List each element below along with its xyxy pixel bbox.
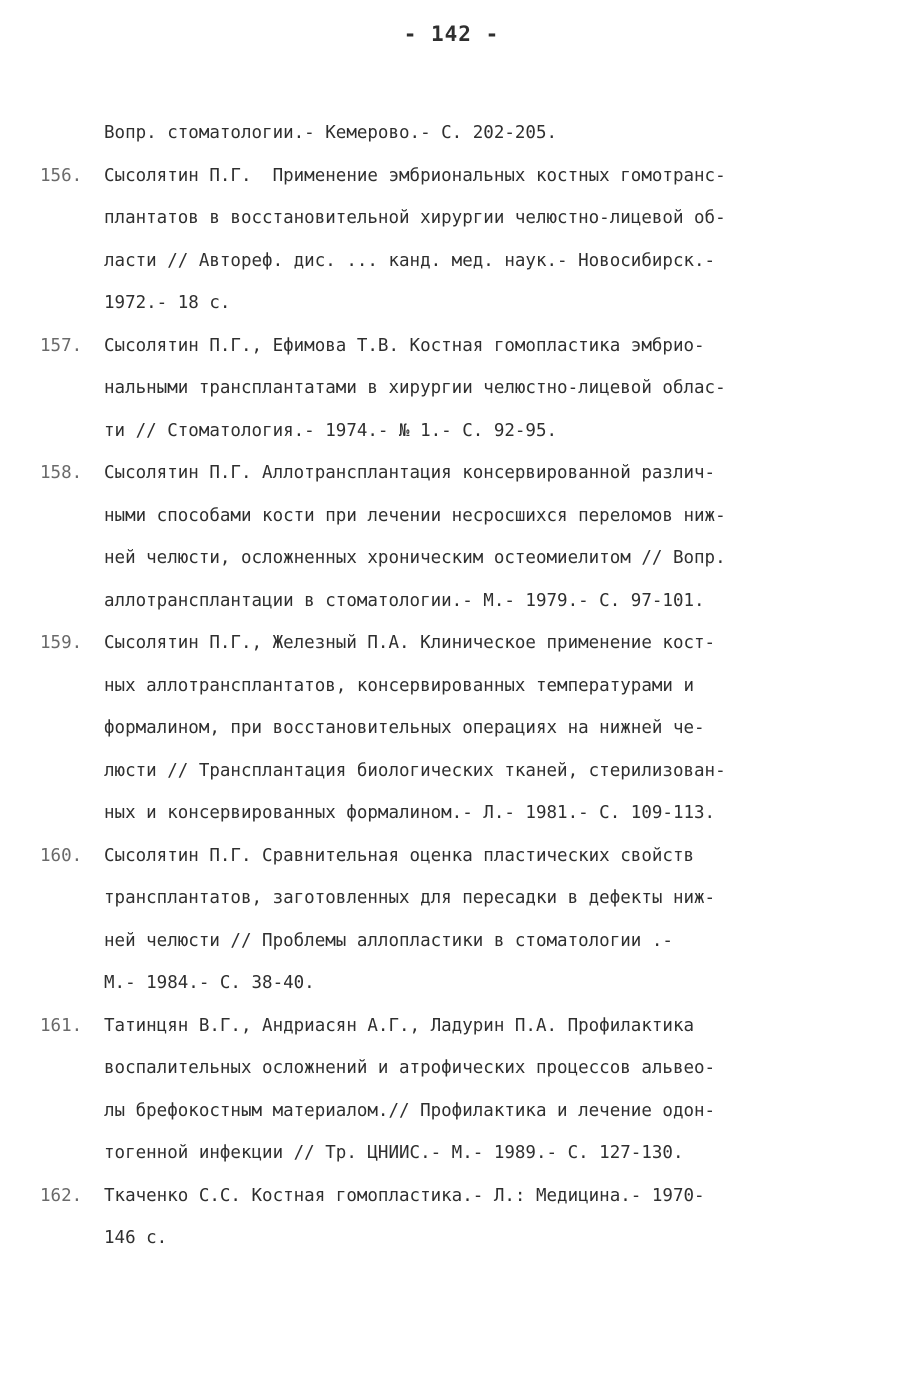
reference-line: аллотрансплантации в стоматологии.- М.- 1979.- С. 97-101. bbox=[104, 590, 705, 611]
reference-line: Сысолятин П.Г., Ефимова Т.В. Костная гомопластика эмбрио- bbox=[104, 335, 705, 356]
page-number: - 142 - bbox=[403, 22, 500, 46]
reference-line: ных и консервированных формалином.- Л.- 1981.- С. 109-113. bbox=[104, 803, 716, 823]
reference-number: 156. bbox=[40, 165, 83, 186]
reference-line: воспалительных осложнений и атрофических процессов альвео- bbox=[104, 1058, 716, 1078]
reference-line: лы брефокостным материалом.// Профилактика и лечение одон- bbox=[104, 1100, 716, 1121]
reference-line: Вопр. стоматологии.- Кемерово.- С. 202-205. bbox=[104, 123, 558, 143]
reference-entry-162 bbox=[40, 1175, 870, 1260]
reference-entry-159 bbox=[40, 622, 870, 835]
reference-entry-157 bbox=[40, 325, 870, 453]
reference-list bbox=[40, 112, 870, 1260]
reference-line: люсти // Трансплантация биологических тканей, стерилизован- bbox=[104, 760, 726, 781]
reference-entry-160 bbox=[40, 835, 870, 1005]
reference-number: 157. bbox=[40, 335, 83, 356]
reference-entry-continued bbox=[40, 112, 870, 155]
reference-line: трансплантатов, заготовленных для пересадки в дефекты ниж- bbox=[104, 888, 716, 908]
reference-line: 146 с. bbox=[104, 1228, 168, 1248]
reference-line: ней челюсти, осложненных хроническим остеомиелитом // Вопр. bbox=[104, 548, 726, 568]
reference-number: 158. bbox=[40, 463, 83, 483]
reference-line: ласти // Автореф. дис. ... канд. мед. наук.- Новосибирск.- bbox=[104, 250, 716, 271]
reference-entry-161 bbox=[40, 1005, 870, 1175]
reference-line: 1972.- 18 с. bbox=[104, 293, 231, 313]
reference-number: 160. bbox=[40, 845, 83, 866]
reference-line: Татинцян В.Г., Андриасян А.Г., Ладурин П.А. Профилактика bbox=[104, 1015, 695, 1036]
reference-line: М.- 1984.- С. 38-40. bbox=[104, 973, 315, 993]
reference-line: формалином, при восстановительных операциях на нижней че- bbox=[104, 718, 705, 738]
reference-line: Сысолятин П.Г., Железный П.А. Клиническое применение кост- bbox=[104, 633, 716, 653]
reference-line: Сысолятин П.Г. Сравнительная оценка пластических свойств bbox=[104, 845, 695, 866]
reference-line: ти // Стоматология.- 1974.- № 1.- С. 92-95. bbox=[104, 420, 558, 441]
reference-number: 162. bbox=[40, 1185, 83, 1206]
reference-number: 159. bbox=[40, 633, 83, 653]
reference-line: плантатов в восстановительной хирургии челюстно-лицевой об- bbox=[104, 208, 726, 228]
reference-entry-158 bbox=[40, 452, 870, 622]
reference-line: ных аллотрансплантатов, консервированных температурами и bbox=[104, 675, 695, 696]
reference-number: 161. bbox=[40, 1015, 83, 1036]
reference-line: ней челюсти // Проблемы аллопластики в стоматологии .- bbox=[104, 930, 673, 951]
reference-line: нальными трансплантатами в хирургии челюстно-лицевой облас- bbox=[104, 378, 726, 398]
reference-line: Сысолятин П.Г. Аллотрансплантация консервированной различ- bbox=[104, 463, 716, 483]
reference-line: Ткаченко С.С. Костная гомопластика.- Л.: Медицина.- 1970- bbox=[104, 1185, 705, 1206]
reference-line: Сысолятин П.Г. Применение эмбриональных костных гомотранс- bbox=[104, 165, 726, 186]
reference-line: тогенной инфекции // Тр. ЦНИИС.- М.- 1989.- С. 127-130. bbox=[104, 1143, 684, 1163]
reference-line: ными способами кости при лечении несросшихся переломов ниж- bbox=[104, 505, 726, 526]
reference-entry-156 bbox=[40, 155, 870, 325]
